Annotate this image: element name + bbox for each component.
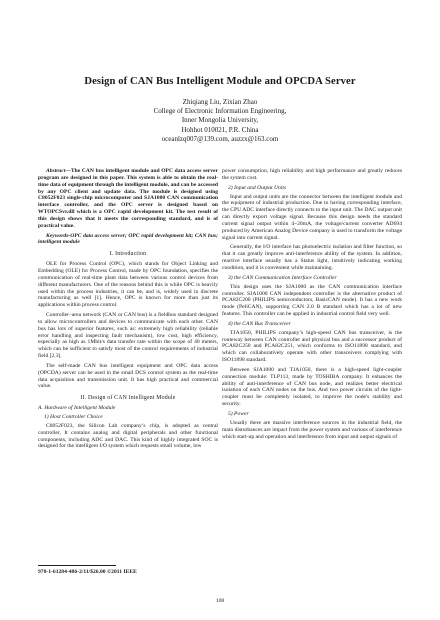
paper-title: Design of CAN Bus Intelligent Module and OPCDA Server [84,76,356,87]
affiliation-line: Inner Mongolia University, [181,116,259,125]
abstract-label: Abstract [46,168,66,174]
keywords-label: Keywords [46,232,69,239]
transceiver-paragraph: Between SJA1000 and TJA1050, there is a high-speed light-coupler connection module: TLP113, made by TOSHIBA company. It enhances the ability of anti-interference of CAN bus node, and realizes better electrical isolation of each CAN nodes on the bus. And two power circuits of the light-coupler must be completely isolated, to improve the node's stability and security. [222,366,402,408]
section-heading-design: II. Design of CAN Intelligent Module [80,395,176,402]
subsubsection-heading-transceiver: 4) the CAN Bus Transceiver [228,320,291,327]
subsubsection-heading-host: 1) Host Controller Choice [44,414,103,420]
keywords [38,233,218,247]
subsubsection-heading-io: 2) Input and Output Units [228,184,287,191]
section-heading-introduction: I. Introduction [109,251,147,258]
io-paragraph: Input and output units are the connector between the intelligent module and the equipment of industrial production. Due to having corresponding interface, the CPU ADC interface directly connects to the input unit. The DAC output unit can directly export voltage signal. Because this design needs the standard current signal output within 4~20mA, the voltage/current converter AD694 produced by American Analog Device company is used to transform the voltage signal into current signal. [222,193,402,241]
subsubsection-heading-power: 5) Power [228,411,249,417]
affiliation-line: Hohhot 010021, P.R. China [181,125,259,134]
host-paragraph: C8052F023, the Silicon Lab company’s chip, is adopted as central controller, It contains analog and digital peripherals and other functional components, including ADC and DAC. This kind of highly integrated SOC is designed for the intelligent I/O system which requests small volume, low [38,422,218,450]
power-paragraph: Usually there are massive interference sources in the industrial field, the main disturbances are impact from the power system and various of interference which start-up and operation and interference from input and output signals of [222,419,402,440]
subsubsection-heading-can-controller: 3) the CAN Communication Interface Controller [228,274,337,281]
abstract-text: —The CAN bus intelligent module and OPC data access server program are designed in this paper. This system is able to obtain the real-time data of equipment through the intelligent module, and can be accessed by any OPC client and update data. The module is designed using C8052F023 single-chip microcomputer and SJA1000 CAN communication interface controller, and the OPC server is designed based on WTOPCSvr.dll which is a OPC rapid development kit. The test result of this design shows that it meets the corresponding standard, and is of practical value. [38,168,218,229]
subsection-heading-hardware: A. Hardware of Intelligent Module [38,405,116,412]
transceiver-paragraph: TJA1050, PHILIPS company’s high-speed CAN bus transceiver, is the routeway between CAN controller and physical bus and a successor product of PCA82C250 and PCA82C251, which conforms to ISO11898 standard, and which can collaboratively operate with other transceivers complying with ISO11898 standard. [222,329,402,364]
author-names: Zhiqiang Liu, Zixian Zhao [182,98,258,106]
copyright-notice: 978-1-61284-486-2/11/$26.00 ©2011 IEEE [38,569,137,575]
can-controller-paragraph: This design uses the SJA1000 as the CAN communication interface controller. SJA1000 CAN independent controller is the alternative product of PCA82C200 (PHILIPS semiconductors, BasicCAN mode). It has a new work mode (PeliCAN), supporting CAN 2.0 B standard which has a lot of new features. This controller can be applied in industrial control field very well. [222,283,402,318]
footer-rule [38,565,116,566]
right-column [222,168,402,613]
io-paragraph: Generally, the I/O interface has photoelectric isolation and filter function, so that it can greatly improve anti-interference ability of the system. In addition, reactive interface usually has a Status light, intuitively indicating working condition, and it is convenient while maintaining. [222,244,402,271]
author-emails: oceanlzq007@139.com, auzzx@163.com [161,134,279,143]
left-column [38,168,218,598]
affiliation-line: College of Electronic Information Engineering, [153,107,287,116]
keywords-text: -OPC data access server; OPC rapid development kit; CAN bus; intelligent module [38,232,218,246]
author-block [0,98,440,144]
abstract [38,168,218,230]
page-number: 108 [215,598,225,604]
host-paragraph-continued: power consumption, high reliability and high performance and greatly reduces the system cost. [222,168,402,181]
intro-paragraph: The self-made CAN bus intelligent equipment and OPC data access (OPCDA) server can be used in the small DCS control system as the real-time data acquisition and transmission unit. It has high practical and commercial value. [38,362,218,390]
intro-paragraph: OLE for Process Control (OPC), which stands for Object Linking and Embedding (OLE) for Process Control, made by OPC foundation, specifies the communication of real-time plant data between various control devices from different manufacturers. One of the reasons behind this is while OPC is heavily used within the process industries, it can be, and is, widely used in discrete manufacturing as well [1]. Hence, OPC is known for more than just its applications within process control. [38,261,218,309]
intro-paragraph: Controller–area network (CAN or CAN bus) is a fieldbus standard designed to allow microcontrollers and devices to communicate with each other. CAN bus has lots of superior features, such as: extremely high reliability (reliable error handling and inspecting fault mechanism), low cost, high efficiency, especially as high as 1Mbit/s data transfer rate within the scope of 40 meters, which can be sufficient to satisfy most of the control requirements of industrial field [2,3]. [38,312,218,360]
